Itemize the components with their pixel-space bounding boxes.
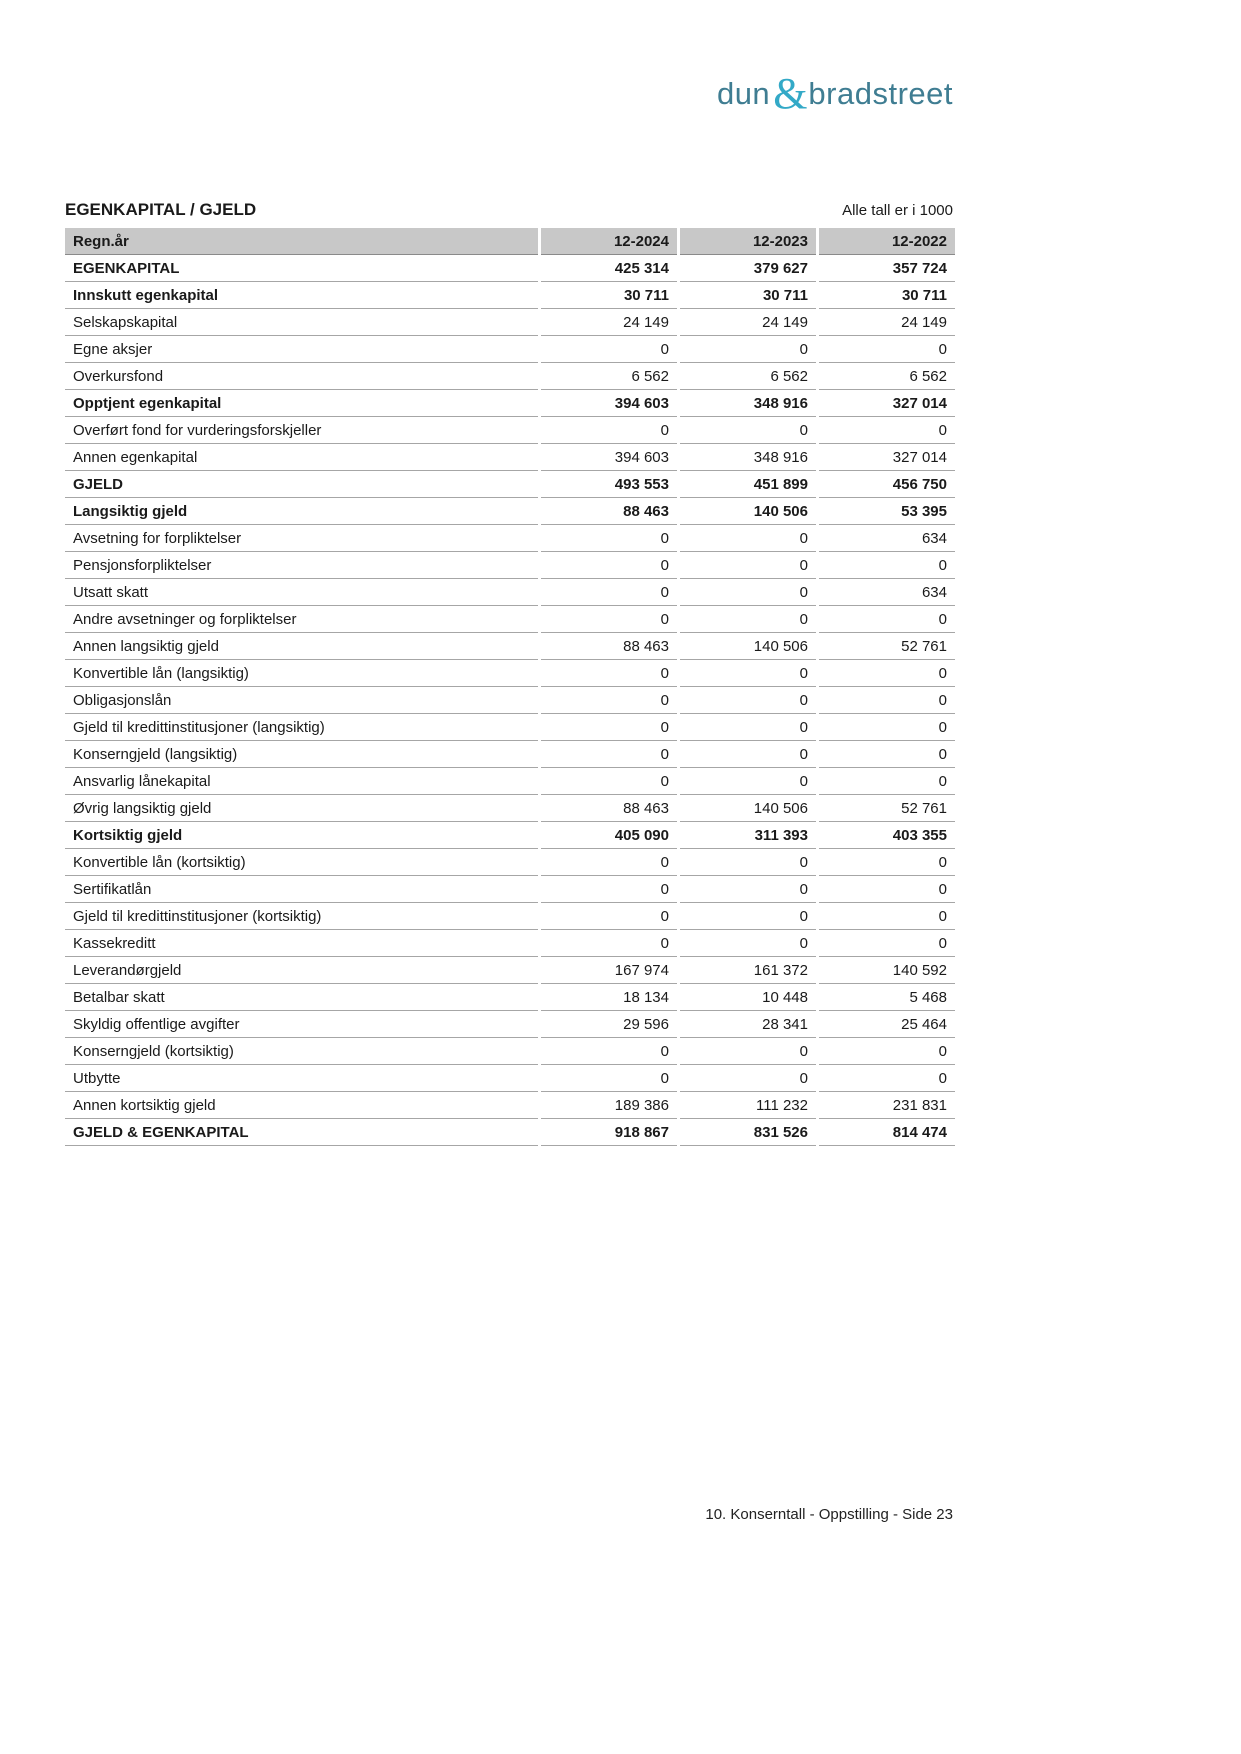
row-value: 0 bbox=[819, 417, 955, 444]
row-label: Avsetning for forpliktelser bbox=[65, 525, 538, 552]
row-value: 0 bbox=[819, 714, 955, 741]
row-value: 0 bbox=[541, 660, 677, 687]
table-row bbox=[65, 444, 955, 471]
row-value: 0 bbox=[819, 1065, 955, 1092]
row-value: 0 bbox=[541, 525, 677, 552]
row-value: 0 bbox=[680, 768, 816, 795]
row-value: 0 bbox=[680, 687, 816, 714]
row-label: Leverandørgjeld bbox=[65, 957, 538, 984]
row-value: 0 bbox=[541, 741, 677, 768]
row-value: 111 232 bbox=[680, 1092, 816, 1119]
row-value: 167 974 bbox=[541, 957, 677, 984]
row-value: 140 506 bbox=[680, 633, 816, 660]
row-label: Øvrig langsiktig gjeld bbox=[65, 795, 538, 822]
row-label: GJELD bbox=[65, 471, 538, 498]
row-value: 0 bbox=[541, 336, 677, 363]
row-value: 0 bbox=[819, 552, 955, 579]
row-value: 0 bbox=[819, 660, 955, 687]
row-label: Ansvarlig lånekapital bbox=[65, 768, 538, 795]
row-label: Kassekreditt bbox=[65, 930, 538, 957]
row-value: 231 831 bbox=[819, 1092, 955, 1119]
table-row bbox=[65, 1119, 955, 1146]
row-value: 140 506 bbox=[680, 795, 816, 822]
row-value: 0 bbox=[819, 930, 955, 957]
row-value: 0 bbox=[541, 714, 677, 741]
row-value: 814 474 bbox=[819, 1119, 955, 1146]
row-value: 30 711 bbox=[819, 282, 955, 309]
row-value: 0 bbox=[541, 687, 677, 714]
row-label: Utbytte bbox=[65, 1065, 538, 1092]
table-row bbox=[65, 984, 955, 1011]
column-header-2023: 12-2023 bbox=[680, 228, 816, 255]
row-value: 52 761 bbox=[819, 795, 955, 822]
row-label: EGENKAPITAL bbox=[65, 255, 538, 282]
row-value: 0 bbox=[680, 714, 816, 741]
table-row bbox=[65, 1011, 955, 1038]
row-value: 0 bbox=[680, 525, 816, 552]
dun-bradstreet-logo bbox=[716, 68, 953, 118]
row-value: 394 603 bbox=[541, 444, 677, 471]
row-value: 5 468 bbox=[819, 984, 955, 1011]
row-value: 357 724 bbox=[819, 255, 955, 282]
row-value: 0 bbox=[680, 876, 816, 903]
row-value: 831 526 bbox=[680, 1119, 816, 1146]
table-row bbox=[65, 255, 955, 282]
row-value: 0 bbox=[819, 876, 955, 903]
row-value: 6 562 bbox=[541, 363, 677, 390]
row-value: 28 341 bbox=[680, 1011, 816, 1038]
row-label: Pensjonsforpliktelser bbox=[65, 552, 538, 579]
row-value: 0 bbox=[541, 930, 677, 957]
row-label: Annen egenkapital bbox=[65, 444, 538, 471]
row-value: 918 867 bbox=[541, 1119, 677, 1146]
table-row bbox=[65, 1065, 955, 1092]
row-value: 25 464 bbox=[819, 1011, 955, 1038]
row-value: 0 bbox=[819, 336, 955, 363]
row-value: 88 463 bbox=[541, 795, 677, 822]
row-value: 327 014 bbox=[819, 390, 955, 417]
row-value: 0 bbox=[541, 606, 677, 633]
row-value: 394 603 bbox=[541, 390, 677, 417]
table-row bbox=[65, 741, 955, 768]
row-label: Konserngjeld (kortsiktig) bbox=[65, 1038, 538, 1065]
row-value: 451 899 bbox=[680, 471, 816, 498]
table-row bbox=[65, 903, 955, 930]
row-value: 0 bbox=[680, 552, 816, 579]
row-value: 0 bbox=[819, 606, 955, 633]
table-row bbox=[65, 633, 955, 660]
row-value: 189 386 bbox=[541, 1092, 677, 1119]
row-value: 30 711 bbox=[541, 282, 677, 309]
row-label: Overført fond for vurderingsforskjeller bbox=[65, 417, 538, 444]
row-label: Annen kortsiktig gjeld bbox=[65, 1092, 538, 1119]
row-label: Egne aksjer bbox=[65, 336, 538, 363]
table-row bbox=[65, 390, 955, 417]
table-row bbox=[65, 768, 955, 795]
table-row bbox=[65, 309, 955, 336]
row-value: 0 bbox=[680, 417, 816, 444]
row-value: 0 bbox=[680, 1038, 816, 1065]
row-value: 0 bbox=[541, 552, 677, 579]
row-label: Langsiktig gjeld bbox=[65, 498, 538, 525]
row-label: Betalbar skatt bbox=[65, 984, 538, 1011]
row-value: 29 596 bbox=[541, 1011, 677, 1038]
row-value: 0 bbox=[541, 903, 677, 930]
row-label: Sertifikatlån bbox=[65, 876, 538, 903]
table-row bbox=[65, 795, 955, 822]
row-value: 0 bbox=[680, 903, 816, 930]
row-label: Overkursfond bbox=[65, 363, 538, 390]
row-value: 0 bbox=[680, 1065, 816, 1092]
table-row bbox=[65, 1038, 955, 1065]
row-value: 0 bbox=[541, 849, 677, 876]
row-label: Konvertible lån (langsiktig) bbox=[65, 660, 538, 687]
column-header-2022: 12-2022 bbox=[819, 228, 955, 255]
row-label: Utsatt skatt bbox=[65, 579, 538, 606]
row-value: 0 bbox=[680, 660, 816, 687]
column-header-regnaar: Regn.år bbox=[65, 228, 538, 255]
row-value: 30 711 bbox=[680, 282, 816, 309]
table-row bbox=[65, 579, 955, 606]
row-value: 0 bbox=[680, 930, 816, 957]
row-value: 0 bbox=[541, 876, 677, 903]
table-row bbox=[65, 282, 955, 309]
row-value: 0 bbox=[680, 849, 816, 876]
row-value: 6 562 bbox=[819, 363, 955, 390]
row-value: 140 506 bbox=[680, 498, 816, 525]
row-value: 24 149 bbox=[541, 309, 677, 336]
row-value: 348 916 bbox=[680, 390, 816, 417]
row-label: Kortsiktig gjeld bbox=[65, 822, 538, 849]
logo-text-bradstreet: bradstreet bbox=[808, 76, 953, 111]
row-value: 456 750 bbox=[819, 471, 955, 498]
row-value: 403 355 bbox=[819, 822, 955, 849]
row-label: Selskapskapital bbox=[65, 309, 538, 336]
row-value: 634 bbox=[819, 579, 955, 606]
row-value: 0 bbox=[819, 903, 955, 930]
row-value: 0 bbox=[541, 417, 677, 444]
table-row bbox=[65, 714, 955, 741]
row-label: Gjeld til kredittinstitusjoner (langsiktig) bbox=[65, 714, 538, 741]
logo-ampersand-icon: & bbox=[773, 69, 808, 118]
table-row bbox=[65, 606, 955, 633]
row-value: 140 592 bbox=[819, 957, 955, 984]
table-header-row bbox=[65, 228, 955, 255]
row-label: Gjeld til kredittinstitusjoner (kortsiktig) bbox=[65, 903, 538, 930]
row-value: 0 bbox=[541, 1038, 677, 1065]
row-value: 0 bbox=[541, 768, 677, 795]
row-value: 0 bbox=[541, 579, 677, 606]
table-row bbox=[65, 876, 955, 903]
table-row bbox=[65, 1092, 955, 1119]
row-value: 0 bbox=[819, 741, 955, 768]
logo-text-dun: dun bbox=[716, 76, 771, 111]
row-value: 161 372 bbox=[680, 957, 816, 984]
row-value: 634 bbox=[819, 525, 955, 552]
row-value: 10 448 bbox=[680, 984, 816, 1011]
row-value: 348 916 bbox=[680, 444, 816, 471]
table-row bbox=[65, 525, 955, 552]
row-value: 88 463 bbox=[541, 498, 677, 525]
row-value: 311 393 bbox=[680, 822, 816, 849]
row-value: 24 149 bbox=[680, 309, 816, 336]
table-row bbox=[65, 957, 955, 984]
row-label: Annen langsiktig gjeld bbox=[65, 633, 538, 660]
row-label: Konvertible lån (kortsiktig) bbox=[65, 849, 538, 876]
section-header bbox=[65, 200, 953, 220]
table-row bbox=[65, 660, 955, 687]
row-label: Skyldig offentlige avgifter bbox=[65, 1011, 538, 1038]
row-label: GJELD & EGENKAPITAL bbox=[65, 1119, 538, 1146]
row-label: Andre avsetninger og forpliktelser bbox=[65, 606, 538, 633]
table-row bbox=[65, 930, 955, 957]
row-value: 52 761 bbox=[819, 633, 955, 660]
table-row bbox=[65, 552, 955, 579]
row-value: 0 bbox=[680, 336, 816, 363]
row-value: 327 014 bbox=[819, 444, 955, 471]
row-value: 53 395 bbox=[819, 498, 955, 525]
table-row bbox=[65, 471, 955, 498]
table-row bbox=[65, 336, 955, 363]
row-label: Opptjent egenkapital bbox=[65, 390, 538, 417]
row-label: Konserngjeld (langsiktig) bbox=[65, 741, 538, 768]
table-row bbox=[65, 822, 955, 849]
table-row bbox=[65, 498, 955, 525]
row-value: 0 bbox=[819, 849, 955, 876]
row-value: 405 090 bbox=[541, 822, 677, 849]
row-value: 0 bbox=[680, 741, 816, 768]
row-value: 379 627 bbox=[680, 255, 816, 282]
page-title: EGENKAPITAL / GJELD bbox=[65, 200, 257, 219]
row-label: Obligasjonslån bbox=[65, 687, 538, 714]
column-header-2024: 12-2024 bbox=[541, 228, 677, 255]
row-value: 0 bbox=[819, 1038, 955, 1065]
row-value: 425 314 bbox=[541, 255, 677, 282]
table-row bbox=[65, 417, 955, 444]
units-note: Alle tall er i 1000 bbox=[842, 202, 953, 219]
row-value: 0 bbox=[541, 1065, 677, 1092]
row-value: 6 562 bbox=[680, 363, 816, 390]
row-value: 24 149 bbox=[819, 309, 955, 336]
row-value: 0 bbox=[680, 579, 816, 606]
row-value: 493 553 bbox=[541, 471, 677, 498]
balance-sheet-table bbox=[62, 228, 958, 1146]
table-row bbox=[65, 687, 955, 714]
row-value: 0 bbox=[819, 687, 955, 714]
row-value: 0 bbox=[680, 606, 816, 633]
row-value: 18 134 bbox=[541, 984, 677, 1011]
row-label: Innskutt egenkapital bbox=[65, 282, 538, 309]
table-row bbox=[65, 849, 955, 876]
row-value: 88 463 bbox=[541, 633, 677, 660]
page-footer: 10. Konserntall - Oppstilling - Side 23 bbox=[705, 1506, 953, 1523]
table-row bbox=[65, 363, 955, 390]
row-value: 0 bbox=[819, 768, 955, 795]
